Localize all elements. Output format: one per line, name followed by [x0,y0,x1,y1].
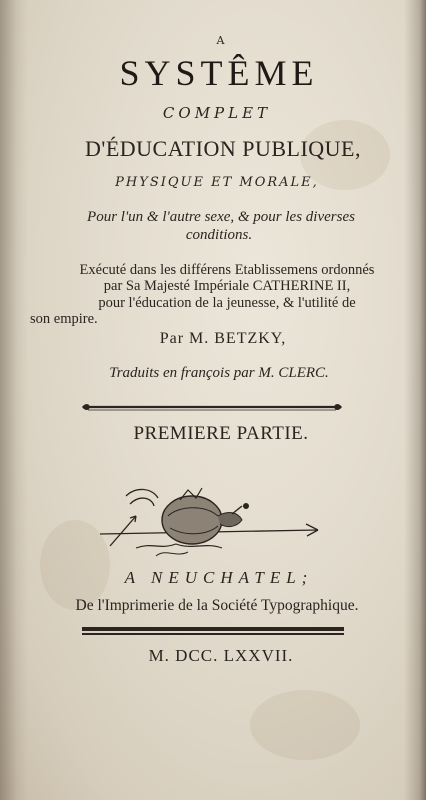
title-complet: COMPLET [162,104,272,122]
author-line: Par M. BETZKY, [159,330,287,347]
book-title: SYSTÊME [119,53,319,93]
thick-rule [82,627,344,631]
description-line-4: son empire. [30,311,98,327]
printer-line: De l'Imprimerie de la Société Typographique. [75,597,359,614]
title-education: D'ÉDUCATION PUBLIQUE, [84,136,361,161]
decorative-rule [80,402,344,412]
translator-line: Traduits en françois par M. CLERC. [109,365,329,381]
place-of-publication: A NEUCHATEL; [124,568,314,587]
title-physique: PHYSIQUE ET MORALE, [115,175,319,190]
thin-rule [82,633,344,635]
paper-stain [250,690,360,760]
description-line-1: Exécuté dans les différens Etablissemens ordonnés [79,262,375,278]
double-rule [82,627,344,637]
description-line-2: par Sa Majesté Impériale CATHERINE II, [103,278,351,294]
part-heading: PREMIERE PARTIE. [133,423,309,444]
subtitle-line-1: Pour l'un & l'autre sexe, & pour les diverses [87,209,355,225]
publication-date: M. DCC. LXXVII. [148,646,294,665]
subtitle-line-2: conditions. [185,227,253,243]
title-prefix: A [216,34,226,47]
description-line-3: pour l'éducation de la jeunesse, & l'utilité de [98,295,356,311]
printers-ornament-icon [96,476,336,568]
